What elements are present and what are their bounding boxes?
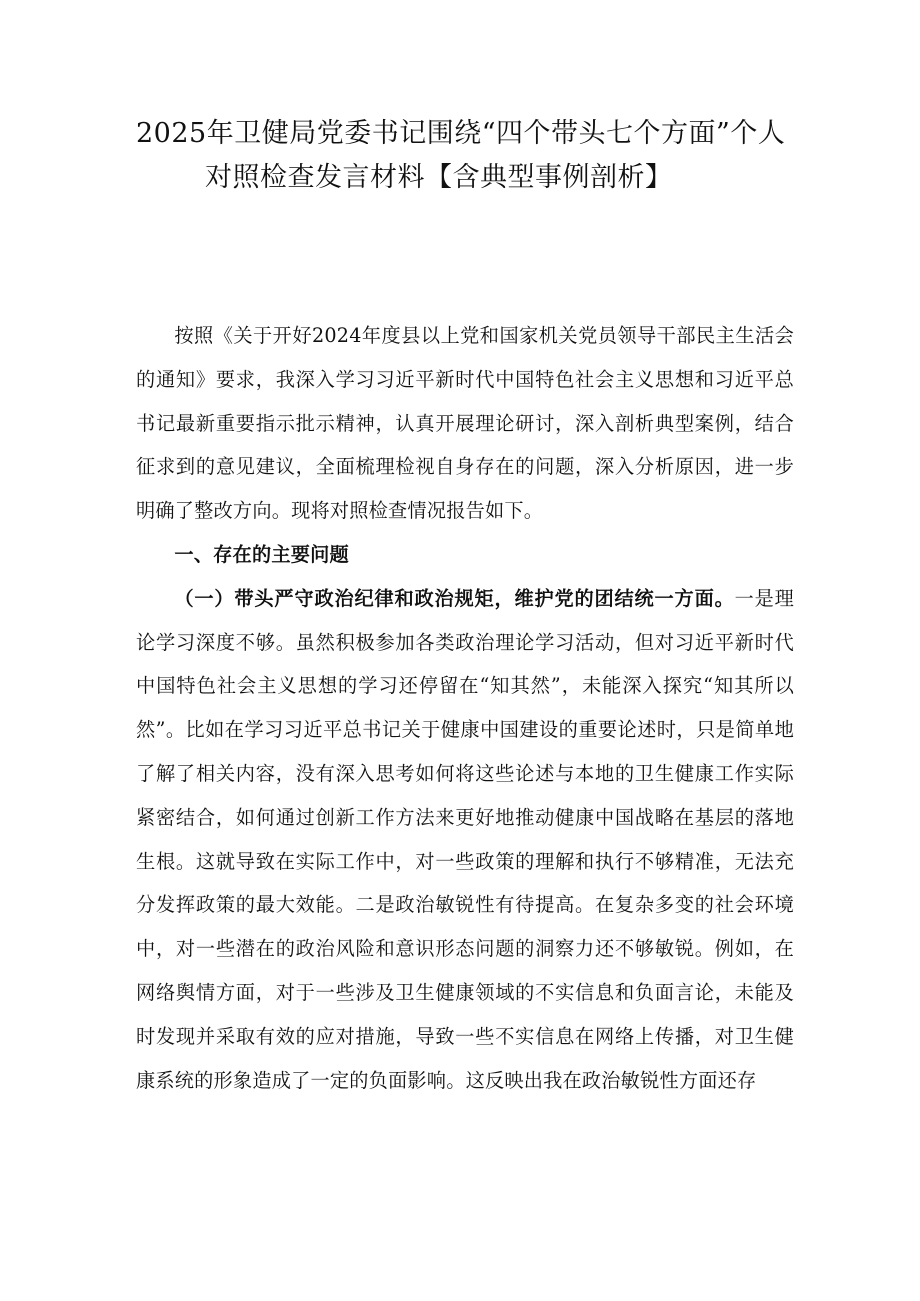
document-body xyxy=(136,314,794,1102)
section-heading: 一、存在的主要问题 xyxy=(174,542,349,566)
document-title xyxy=(120,112,810,200)
title-line-2: 对照检查发言材料【含典型事例剖析】 xyxy=(205,162,673,193)
title-line-1: 2025年卫健局党委书记围绕“四个带头七个方面”个人 xyxy=(136,118,786,149)
intro-paragraph: 按照《关于开好2024年度县以上党和国家机关党员领导干部民主生活会的通知》要求，我深入学习习近平新时代中国特色社会主义思想和习近平总书记最新重要指示批示精神，认真开展理论研讨，深入剖析典型案例，结合征求到的意见建议，全面梳理检视自身存在的问题，深入分析原因，进一步明确了整改方向。现将对照检查情况报告如下。 xyxy=(136,324,794,523)
subsection-title: （一）带头严守政治纪律和政治规矩，维护党的团结统一方面。 xyxy=(174,586,735,610)
subsection-body: 一是理论学习深度不够。虽然积极参加各类政治理论学习活动，但对习近平新时代中国特色社会主义思想的学习还停留在“知其然”，未能深入探究“知其所以然”。比如在学习习近平总书记关于健康中国建设的重要论述时，只是简单地了解了相关内容，没有深入思考如何将这些论述与本地的卫生健康工作实际紧密结合，如何通过创新工作方法来更好地推动健康中国战略在基层的落地生根。这就导致在实际工作中，对一些政策的理解和执行不够精准，无法充分发挥政策的最大效能。二是政治敏锐性有待提高。在复杂多变的社会环境中，对一些潜在的政治风险和意识形态问题的洞察力还不够敏锐。例如，在网络舆情方面，对于一些涉及卫生健康领域的不实信息和负面言论，未能及时发现并采取有效的应对措施，导致一些不实信息在网络上传播，对卫生健康系统的形象造成了一定的负面影响。这反映出我在政治敏锐性方面还存 xyxy=(136,586,794,1092)
subsection-paragraph xyxy=(136,577,794,1103)
